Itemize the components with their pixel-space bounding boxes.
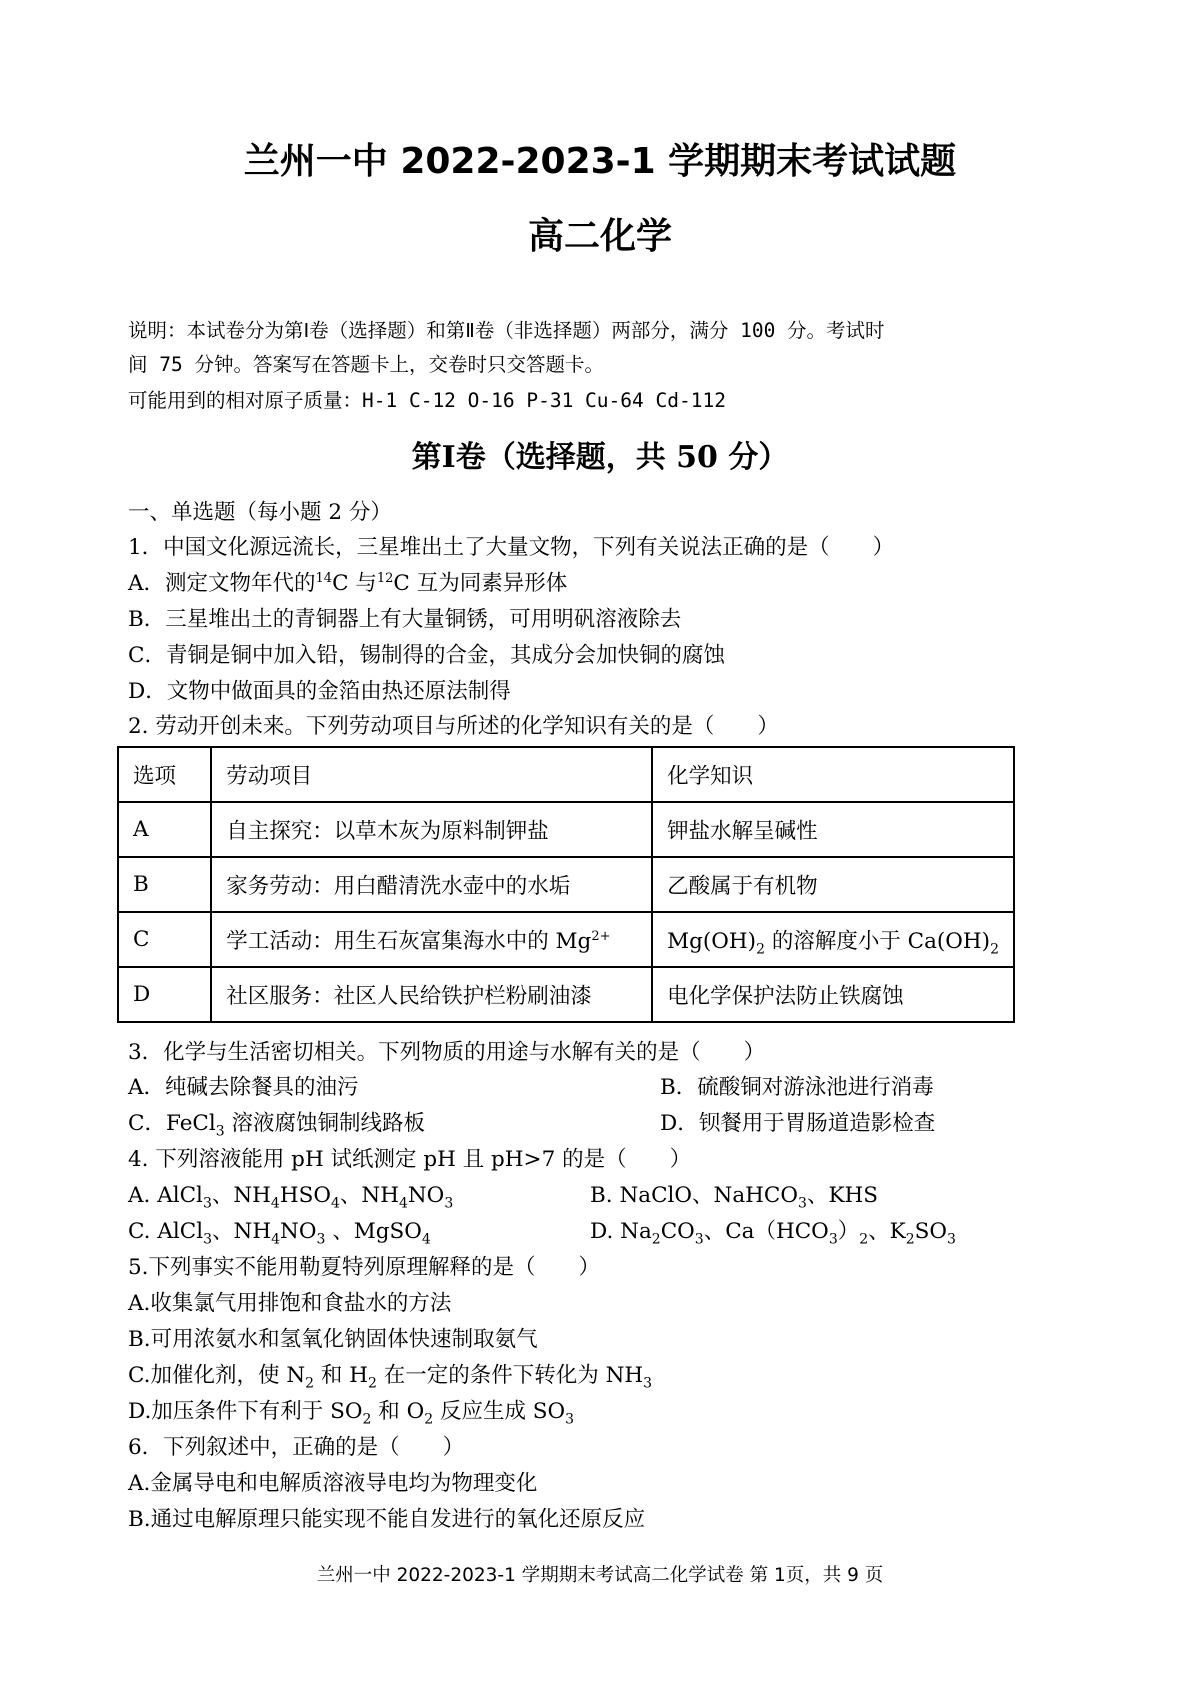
table-cell: $Mg(OH)_2$ 的溶解度小于 $Ca(OH)_2$ (652, 912, 1014, 967)
table-cell: 学工活动：用生石灰富集海水中的 $Mg^{2+}$ (211, 912, 652, 967)
table-header-row (118, 747, 1014, 802)
question-2-stem: 2. 劳动开创未来。下列劳动项目与所述的化学知识有关的是（ ） (128, 714, 779, 739)
question-5-option-a: A.收集氯气用排饱和食盐水的方法 (128, 1291, 452, 1316)
question-3-stem: 3．化学与生活密切相关。下列物质的用途与水解有关的是（ ） (128, 1040, 766, 1065)
table-cell: 乙酸属于有机物 (652, 857, 1014, 912)
table-row (118, 857, 1014, 912)
question-6-stem: 6．下列叙述中，正确的是（ ） (128, 1435, 465, 1460)
question-1-option-b: B．三星堆出土的青铜器上有大量铜锈，可用明矾溶液除去 (128, 607, 682, 632)
table-cell: 电化学保护法防止铁腐蚀 (652, 967, 1014, 1022)
table-cell: 钾盐水解呈碱性 (652, 802, 1014, 857)
table-cell: D (118, 967, 211, 1022)
question-1-stem: 1．中国文化源远流长，三星堆出土了大量文物，下列有关说法正确的是（ ） (128, 535, 895, 560)
page-footer: 兰州一中 2022-2023-1 学期期末考试高二化学试卷 第 1页，共 9 页 (316, 1565, 884, 1586)
question-3-option-a: A．纯碱去除餐具的油污 (128, 1075, 359, 1100)
part-label: 一、单选题（每小题 2 分） (128, 500, 392, 525)
labor-knowledge-table (117, 746, 1015, 1023)
table-header-cell: 化学知识 (652, 747, 1014, 802)
table-cell: 自主探究：以草木灰为原料制钾盐 (211, 802, 652, 857)
table-cell: C (118, 912, 211, 967)
atomic-masses-line: 可能用到的相对原子质量：H-1 C-12 O-16 P-31 Cu-64 Cd-112 (128, 389, 726, 412)
table-row (118, 967, 1014, 1022)
table-cell: 社区服务：社区人民给铁护栏粉刷油漆 (211, 967, 652, 1022)
table-row (118, 912, 1014, 967)
question-6-option-a: A.金属导电和电解质溶液导电均为物理变化 (128, 1471, 538, 1496)
question-5-stem: 5.下列事实不能用勒夏特列原理解释的是（ ） (128, 1255, 601, 1280)
question-1-option-c: C．青铜是铜中加入铅，锡制得的合金，其成分会加快铜的腐蚀 (128, 643, 725, 668)
table-cell: A (118, 802, 211, 857)
question-1-option-a: A．测定文物年代的$^{14}$C 与$^{12}$C 互为同素异形体 (128, 570, 568, 596)
question-3-option-b: B．硫酸铜对游泳池进行消毒 (660, 1075, 934, 1100)
table-cell: B (118, 857, 211, 912)
question-4-option-d: D. $Na_2CO_3$、$Ca(HCO_3)_2$、$K_2SO_3$ (590, 1219, 956, 1248)
question-4-option-c: C. AlCl$_3$、$NH_4NO_3$ 、MgSO$_4$ (128, 1219, 431, 1248)
table-row (118, 802, 1014, 857)
question-3-option-c: C．FeCl$_3$ 溶液腐蚀铜制线路板 (128, 1111, 426, 1140)
instructions-line-2: 间 75 分钟。答案写在答题卡上，交卷时只交答题卡。 (128, 353, 604, 376)
table-cell: 家务劳动：用白醋清洗水壶中的水垢 (211, 857, 652, 912)
question-4-option-b: B. NaClO、NaHCO$_3$、KHS (590, 1183, 878, 1212)
question-5-option-c: C.加催化剂，使 $N_2$ 和 $H_2$ 在一定的条件下转化为 $NH_3$ (128, 1363, 653, 1392)
section-title: 第Ⅰ卷（选择题，共 50 分） (411, 440, 789, 475)
question-3-option-d: D．钡餐用于胃肠道造影检查 (660, 1111, 936, 1136)
question-5-option-b: B.可用浓氨水和氢氧化钠固体快速制取氨气 (128, 1327, 538, 1352)
exam-subject: 高二化学 (527, 216, 672, 257)
question-1-option-d: D．文物中做面具的金箔由热还原法制得 (128, 679, 511, 704)
question-5-option-d: D.加压条件下有利于 $SO_2$ 和 $O_2$ 反应生成 $SO_3$ (128, 1399, 575, 1428)
question-4-option-a: A. AlCl$_3$、$NH_4HSO_4$、$NH_4NO_3$ (128, 1183, 454, 1212)
table-header-cell: 选项 (118, 747, 211, 802)
table-header-cell: 劳动项目 (211, 747, 652, 802)
question-4-stem: 4. 下列溶液能用 pH 试纸测定 pH 且 pH>7 的是（ ） (128, 1147, 692, 1172)
exam-title: 兰州一中 2022-2023-1 学期期末考试试题 (243, 141, 957, 182)
instructions-line-1: 说明：本试卷分为第Ⅰ卷（选择题）和第Ⅱ卷（非选择题）两部分，满分 100 分。考试时 (128, 319, 885, 342)
question-6-option-b: B.通过电解原理只能实现不能自发进行的氧化还原反应 (128, 1507, 646, 1532)
